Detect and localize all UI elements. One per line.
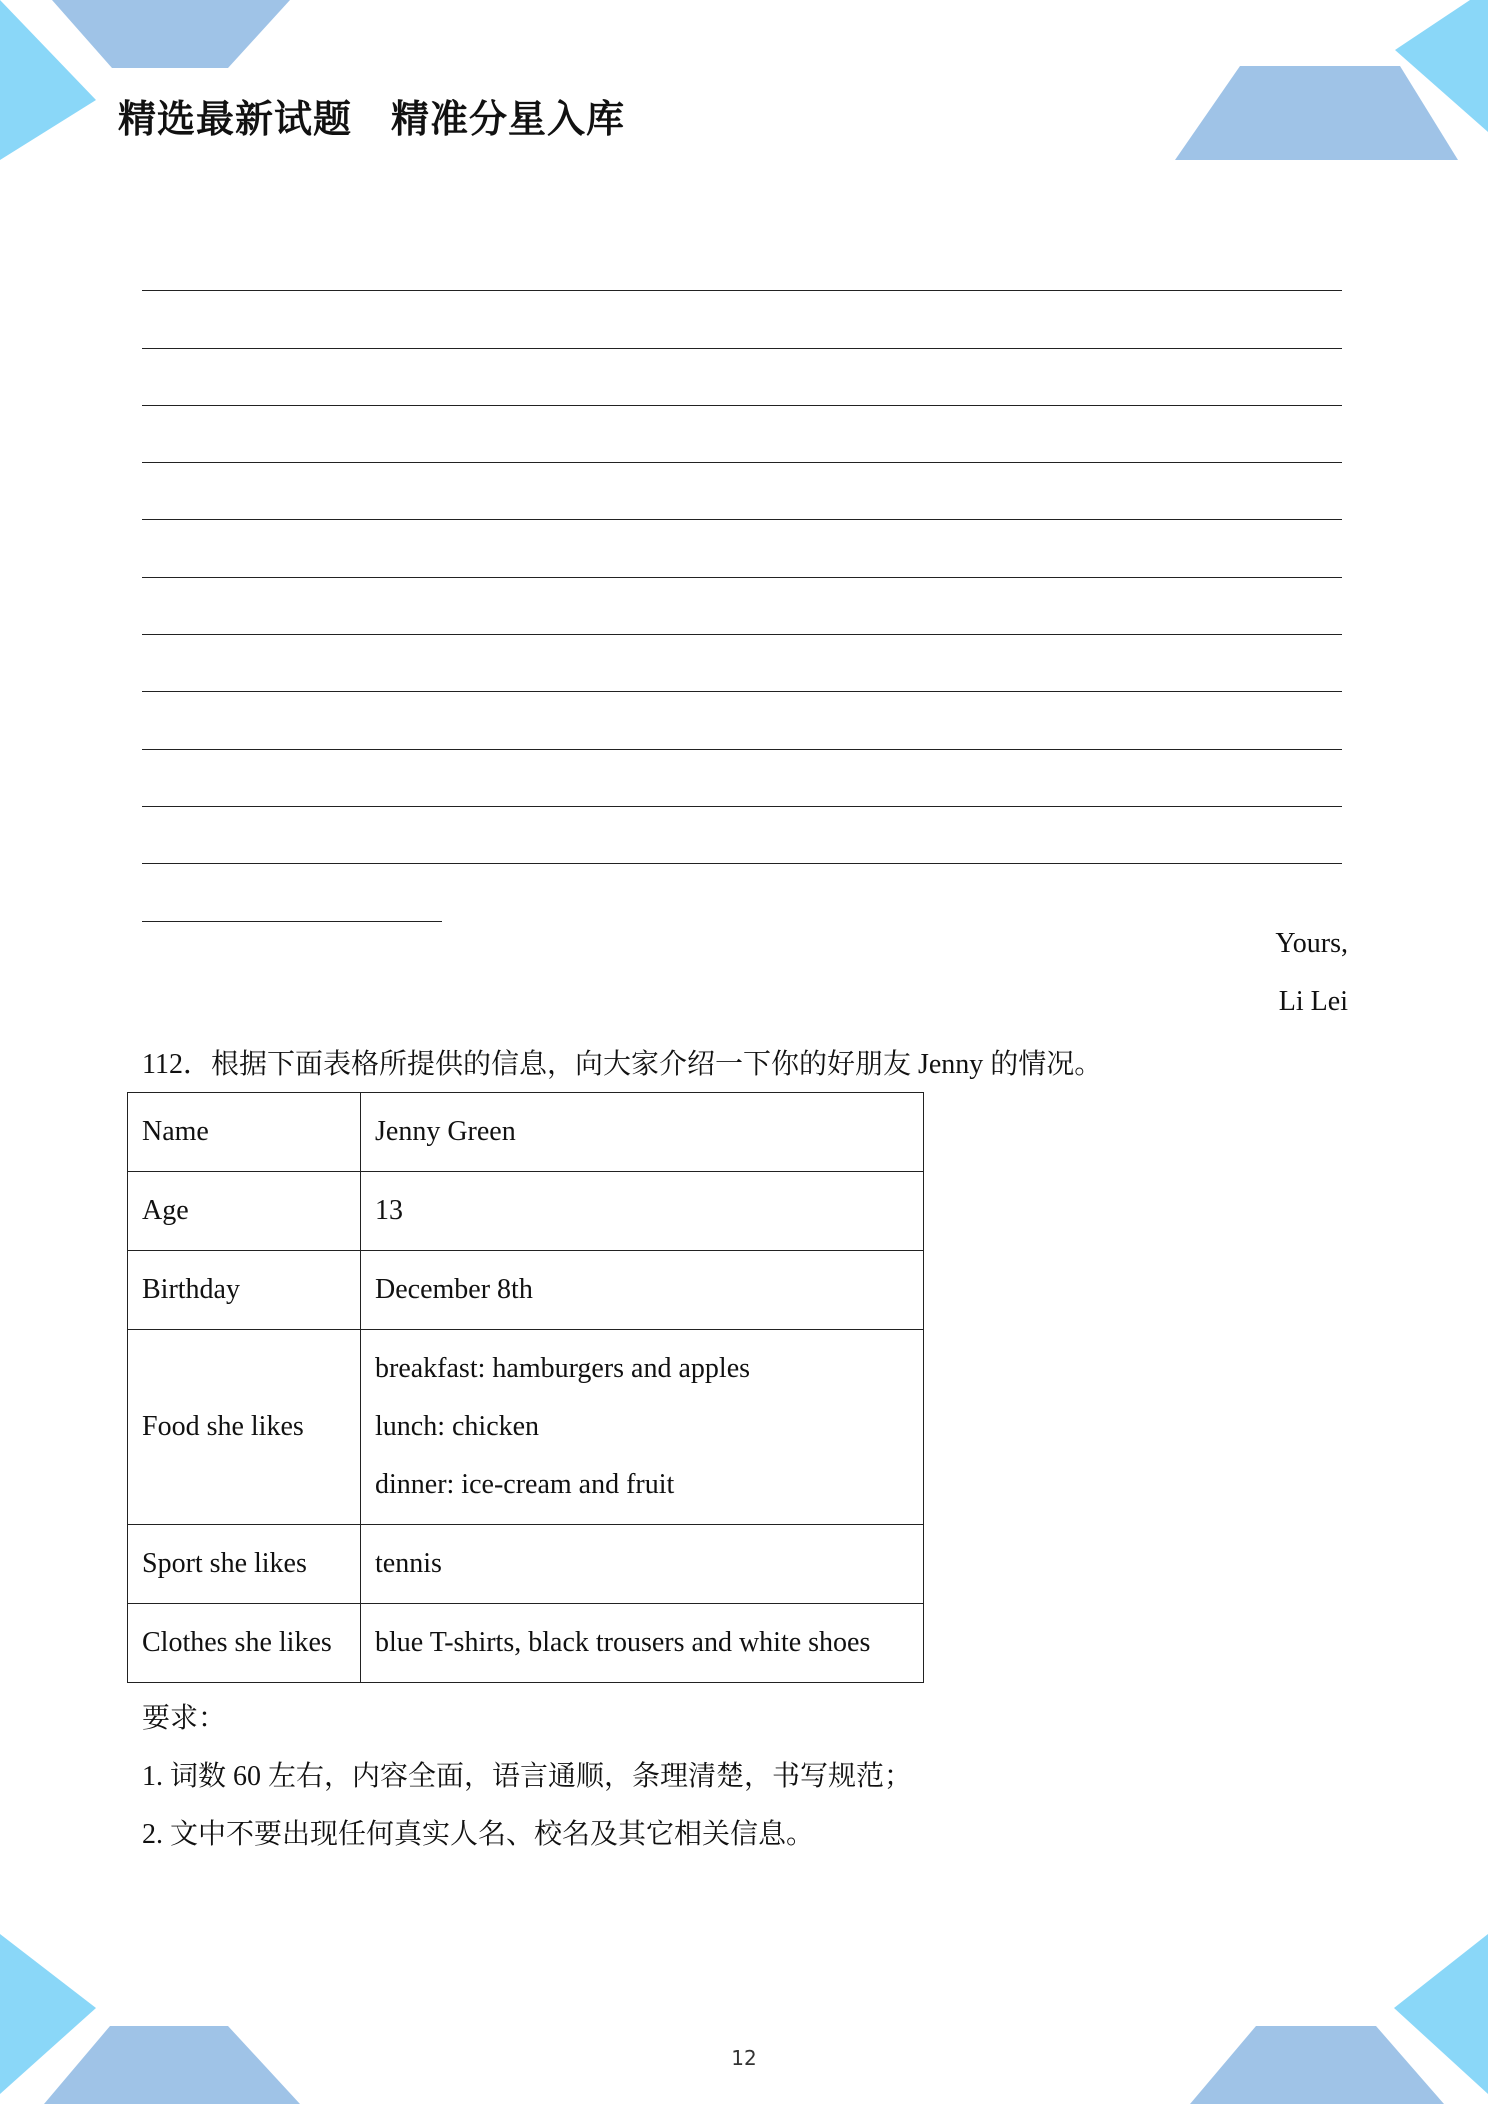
bottom-right-decoration [1178,1934,1488,2104]
requirement-item-1: 1. 词数 60 左右，内容全面，语言通顺，条理清楚，书写规范； [142,1761,913,1792]
table-row [128,1604,924,1683]
answer-line[interactable] [142,635,1342,692]
row-label: Clothes she likes [128,1604,361,1683]
food-breakfast: breakfast: hamburgers and apples [375,1353,751,1384]
answer-line[interactable] [142,692,1342,749]
row-label: Name [128,1093,361,1172]
row-label: Birthday [128,1251,361,1330]
info-table [127,1092,924,1683]
letter-closing: Yours, [1275,928,1348,959]
table-row [128,1251,924,1330]
answer-line[interactable] [142,349,1342,406]
table-row [128,1093,924,1172]
answer-line[interactable] [142,520,1342,577]
question-prompt: 112．根据下面表格所提供的信息，向大家介绍一下你的好朋友 Jenny 的情况。 [142,1049,1103,1080]
header-title: 精选最新试题 精准分星入库 [118,97,626,141]
row-value [361,1330,924,1525]
requirements-heading: 要求： [142,1703,227,1734]
row-value: 13 [361,1172,924,1251]
table-row [128,1172,924,1251]
answer-line[interactable] [142,463,1342,520]
requirement-item-2: 2. 文中不要出现任何真实人名、校名及其它相关信息。 [142,1819,815,1850]
table-row [128,1525,924,1604]
letter-signature: Li Lei [1278,986,1348,1017]
food-lunch: lunch: chicken [375,1411,540,1442]
answer-line[interactable] [142,807,1342,864]
answer-line[interactable] [142,234,1342,291]
row-label: Age [128,1172,361,1251]
row-value: tennis [361,1525,924,1604]
answer-line-short[interactable] [142,864,442,921]
row-value: blue T-shirts, black trousers and white shoes [361,1604,924,1683]
answer-line[interactable] [142,406,1342,463]
top-right-decoration [1170,0,1488,165]
row-value: December 8th [361,1251,924,1330]
answer-line[interactable] [142,578,1342,635]
page-number: 12 [731,2046,757,2070]
table-row [128,1330,924,1525]
row-label: Food she likes [128,1330,361,1525]
answer-line[interactable] [142,291,1342,348]
answer-line[interactable] [142,750,1342,807]
row-label: Sport she likes [128,1525,361,1604]
row-value: Jenny Green [361,1093,924,1172]
answer-lines [142,234,1342,922]
bottom-left-decoration [0,1934,310,2104]
food-dinner: dinner: ice-cream and fruit [375,1469,675,1500]
